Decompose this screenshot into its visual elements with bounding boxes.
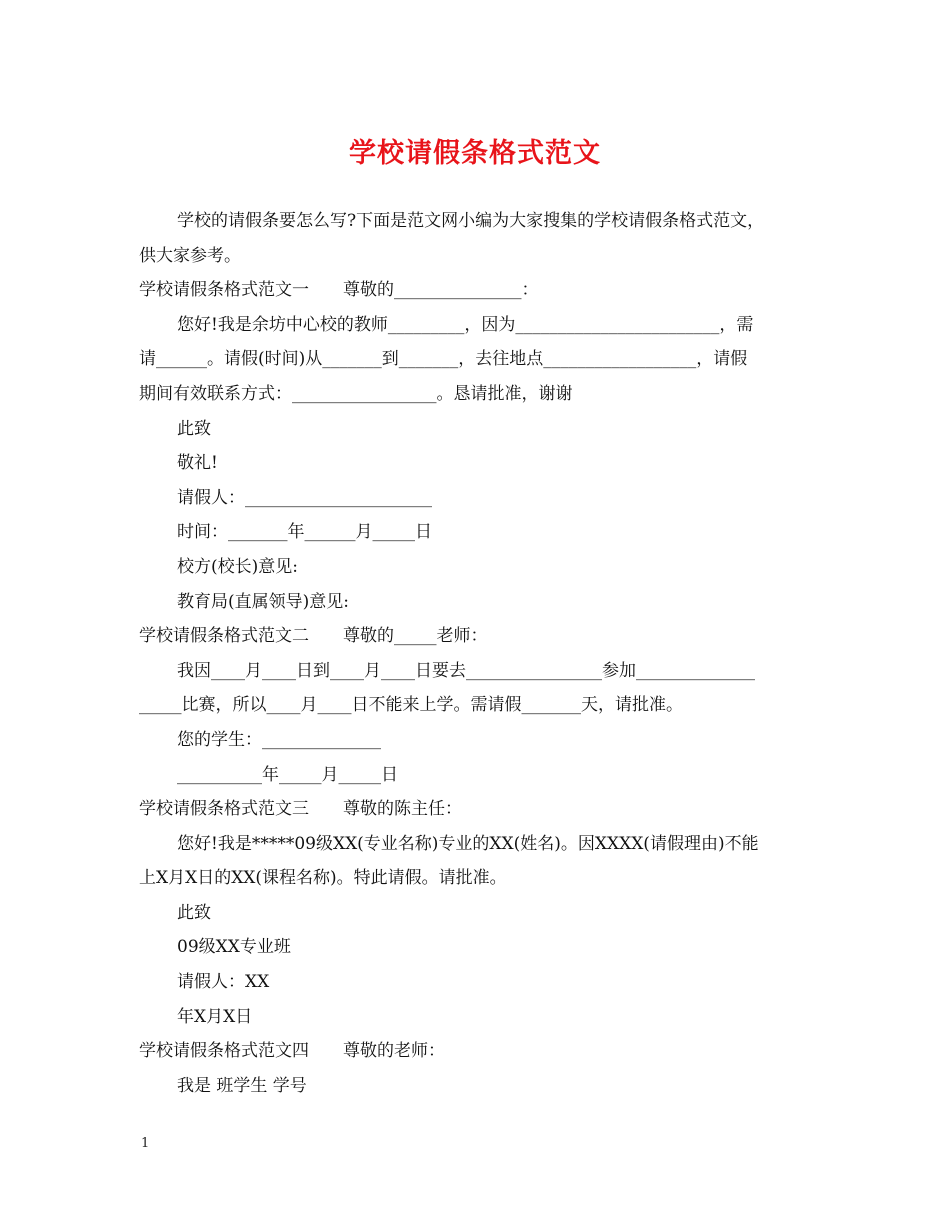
text-line: 我是 班学生 学号	[177, 1075, 307, 1096]
text-line: 敬礼!	[177, 453, 218, 474]
text-line: 学校请假条格式范文一 尊敬的_______________：	[139, 280, 539, 301]
text-line: _____比赛，所以____月____日不能来上学。需请假_______天，请批准。	[139, 695, 683, 716]
text-line: 此致	[177, 418, 211, 439]
text-line: 请______。请假(时间)从_______到_______，去往地点__________________，请假	[139, 349, 748, 370]
text-line: 教育局(直属领导)意见:	[177, 591, 349, 612]
text-line: 学校请假条格式范文二 尊敬的_____老师：	[139, 626, 488, 647]
text-line: 时间：_______年______月_____日	[177, 522, 432, 543]
text-line: 请假人：XX	[177, 972, 270, 993]
text-line: 学校请假条格式范文四 尊敬的老师：	[139, 1041, 445, 1062]
text-line: 您好!我是*****09级XX(专业名称)专业的XX(姓名)。因XXXX(请假理由)不能	[177, 833, 759, 854]
document-body	[139, 204, 814, 1103]
text-line: 此致	[177, 902, 211, 923]
text-line: 我因____月____日到____月____日要去________________参加______________	[177, 660, 755, 681]
text-line: 上X月X日的XX(课程名称)。特此请假。请批准。	[139, 868, 507, 889]
text-line: 您好!我是余坊中心校的教师_________，因为________________________，需	[177, 314, 754, 335]
text-line: 供大家参考。	[139, 245, 241, 266]
text-line: 请假人：______________________	[177, 487, 432, 508]
text-line: 学校的请假条要怎么写?下面是范文网小编为大家搜集的学校请假条格式范文，	[177, 211, 765, 231]
text-line: 09级XX专业班	[177, 937, 291, 958]
text-line: 年X月X日	[177, 1006, 253, 1027]
text-line: 学校请假条格式范文三 尊敬的陈主任：	[139, 799, 462, 820]
text-line: 期间有效联系方式：_________________。恳请批准，谢谢	[139, 383, 573, 404]
document-title: 学校请假条格式范文	[349, 138, 601, 169]
text-line: __________年_____月_____日	[177, 764, 398, 785]
text-line: 校方(校长)意见:	[177, 556, 298, 577]
text-line: 您的学生：______________	[177, 729, 381, 750]
page-number: 1	[141, 1136, 150, 1151]
